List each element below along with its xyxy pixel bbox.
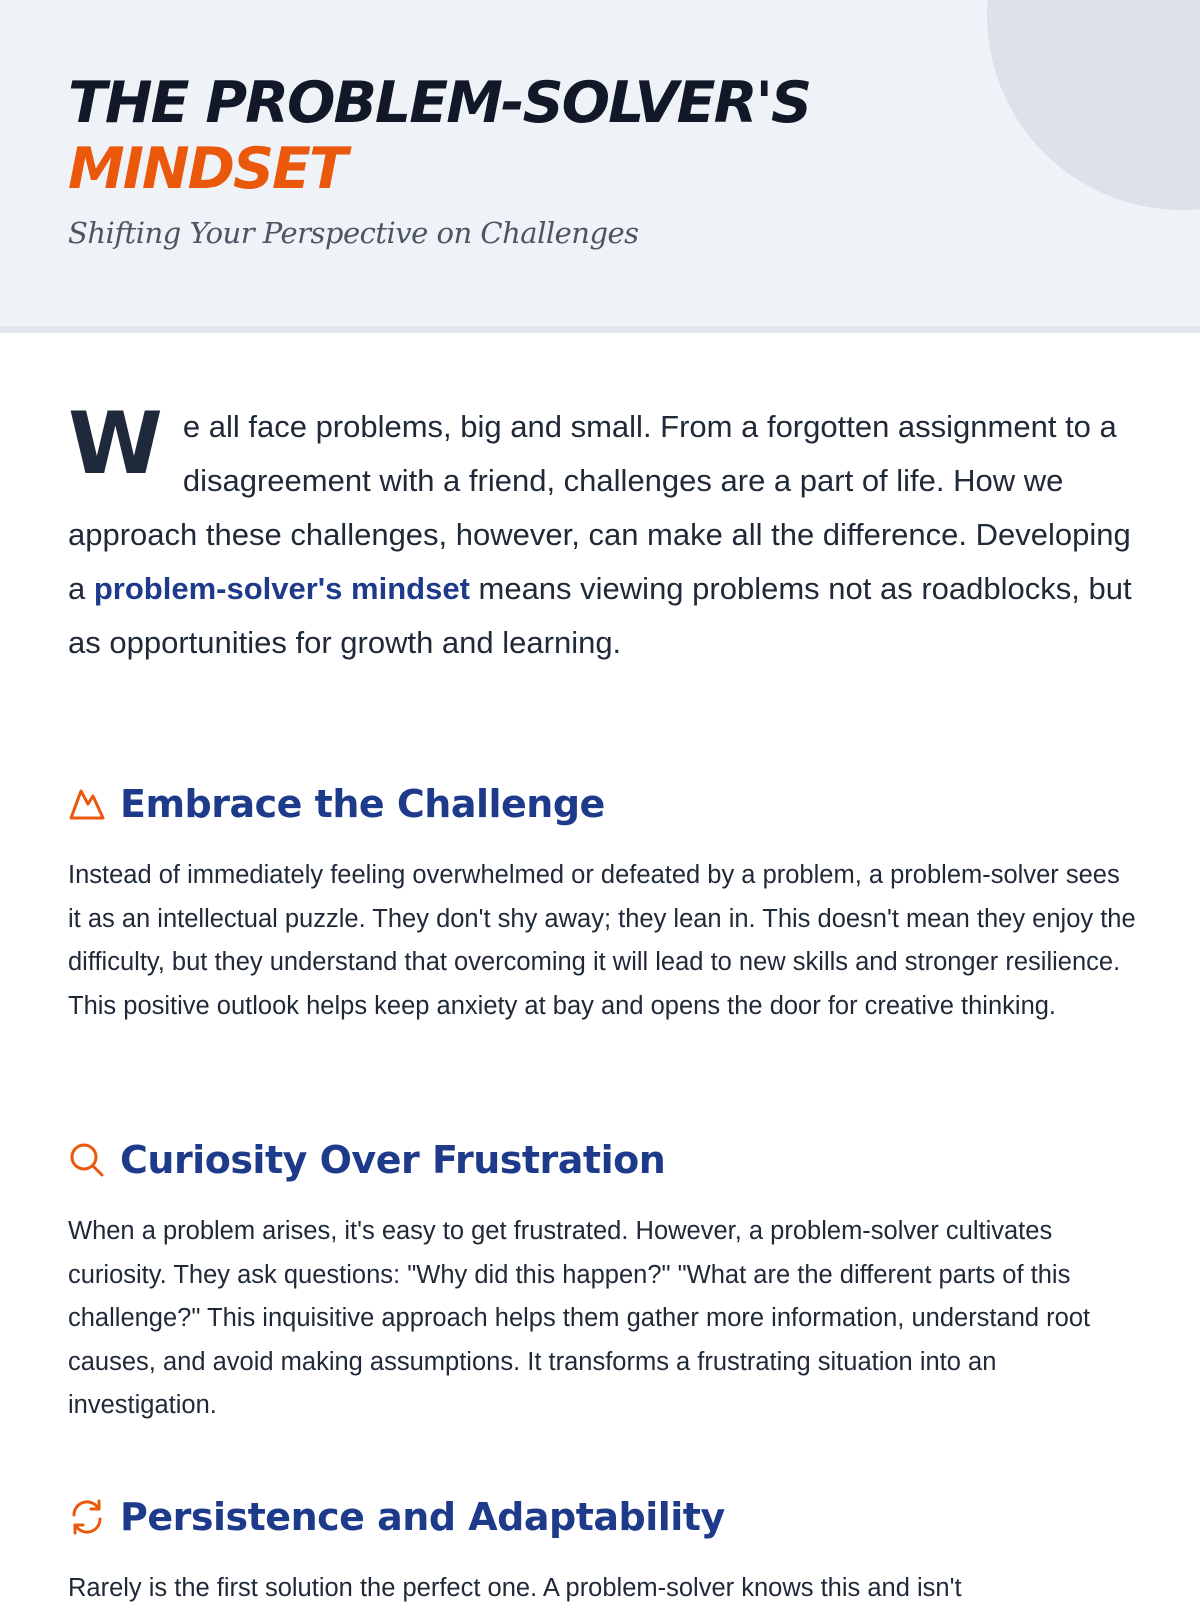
intro-text-start: e all face problems, big and small. From a forgotten assignment to a disagreement with a friend, challenges are a part of life. How we approach these challenges, however, can make all the difference. Developing a: [68, 409, 1131, 606]
mountain-icon: [68, 785, 106, 823]
page-subtitle: Shifting Your Perspective on Challenges: [68, 216, 639, 250]
article-body: [68, 394, 1138, 1602]
refresh-icon: [68, 1498, 106, 1536]
title-line-2: MINDSET: [68, 136, 346, 202]
page-title: [68, 70, 810, 202]
search-icon: [68, 1141, 106, 1179]
section-title: Curiosity Over Frustration: [120, 1138, 666, 1182]
page-header: [0, 0, 1200, 333]
section-text: When a problem arises, it's easy to get frustrated. However, a problem-solver cultivates curiosity. They ask questions: "Why did this happen?" "What are the different parts of this challenge?" This inquisitive approach helps them gather more information, understand root causes, and avoid making assumptions. It transforms a frustrating situation into an investigation.: [68, 1217, 1091, 1419]
decorative-circle: [987, 0, 1200, 210]
section-embrace-challenge: [68, 776, 1138, 1028]
intro-paragraph: [68, 394, 1138, 670]
drop-cap: W: [68, 394, 163, 494]
title-line-1: THE PROBLEM-SOLVER'S: [68, 70, 810, 136]
section-text: Instead of immediately feeling overwhelmed or defeated by a problem, a problem-solver sees it as an intellectual puzzle. They don't shy away; they lean in. This doesn't mean they enjoy the difficulty, but they understand that overcoming it will lead to new skills and stronger resilience. This positive outlook helps keep anxiety at bay and opens the door for creative thinking.: [68, 861, 1136, 1020]
intro-text-end: means viewing problems not as roadblocks, but as opportunities for growth and learning.: [68, 571, 1132, 660]
section-title: Persistence and Adaptability: [120, 1495, 725, 1539]
intro-highlight: problem-solver's mindset: [93, 571, 470, 606]
section-heading: [68, 1489, 1138, 1545]
section-heading: [68, 1132, 1138, 1188]
section-title: Embrace the Challenge: [120, 782, 605, 826]
section-persistence: [68, 1489, 1138, 1611]
section-heading: [68, 776, 1138, 832]
section-curiosity: [68, 1132, 1138, 1428]
section-text: Rarely is the first solution the perfect one. A problem-solver knows this and isn't: [68, 1574, 962, 1602]
